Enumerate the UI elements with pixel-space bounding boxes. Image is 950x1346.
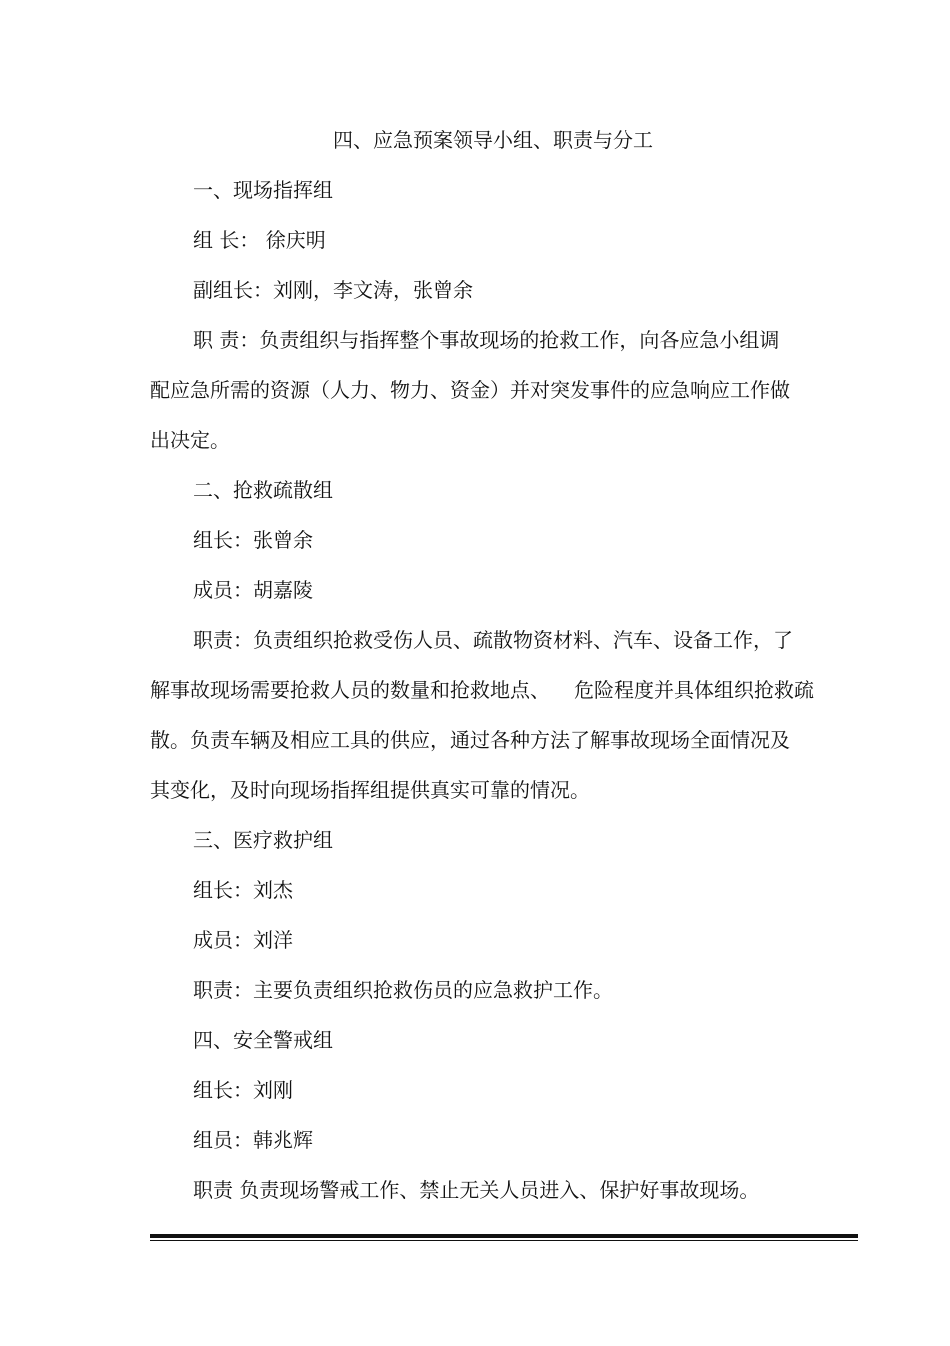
security-duty-line: 职责 负责现场警戒工作、禁止无关人员进入、保护好事故现场。 [193,1178,760,1202]
rescue-leader: 组长：张曾余 [193,528,313,552]
section-heading-security: 四、安全警戒组 [193,1028,333,1052]
medical-duty-line: 职责：主要负责组织抢救伤员的应急救护工作。 [193,978,613,1002]
rescue-duty-segment: 危险程度并具体组织抢救疏 [574,678,814,702]
medical-leader: 组长：刘杰 [193,878,293,902]
command-duty-line: 职 责：负责组织与指挥整个事故现场的抢救工作，向各应急小组调 [193,328,780,352]
section-heading-medical: 三、医疗救护组 [193,828,333,852]
rescue-duty-line: 散。负责车辆及相应工具的供应，通过各种方法了解事故现场全面情况及 [150,728,790,752]
rescue-duty-line: 职责：负责组织抢救受伤人员、疏散物资材料、汽车、设备工作，了 [193,628,793,652]
rescue-duty-segment: 解事故现场需要抢救人员的数量和抢救地点、 [150,678,550,702]
command-deputy: 副组长：刘刚，李文涛，张曾余 [193,278,473,302]
security-members: 组员：韩兆辉 [193,1128,313,1152]
footer-rule-thin [150,1240,858,1241]
command-duty-line: 配应急所需的资源（人力、物力、资金）并对突发事件的应急响应工作做 [150,378,790,402]
rescue-duty-line: 其变化，及时向现场指挥组提供真实可靠的情况。 [150,778,590,802]
security-leader: 组长：刘刚 [193,1078,293,1102]
footer-rule-thick [150,1234,858,1238]
medical-members: 成员：刘洋 [193,928,293,952]
section-heading-command: 一、现场指挥组 [193,178,333,202]
rescue-duty-line [150,675,814,705]
page-title: 四、应急预案领导小组、职责与分工 [333,128,653,152]
command-duty-line: 出决定。 [150,428,230,452]
command-leader: 组 长： 徐庆明 [193,228,326,252]
section-heading-rescue: 二、抢救疏散组 [193,478,333,502]
rescue-members: 成员：胡嘉陵 [193,578,313,602]
